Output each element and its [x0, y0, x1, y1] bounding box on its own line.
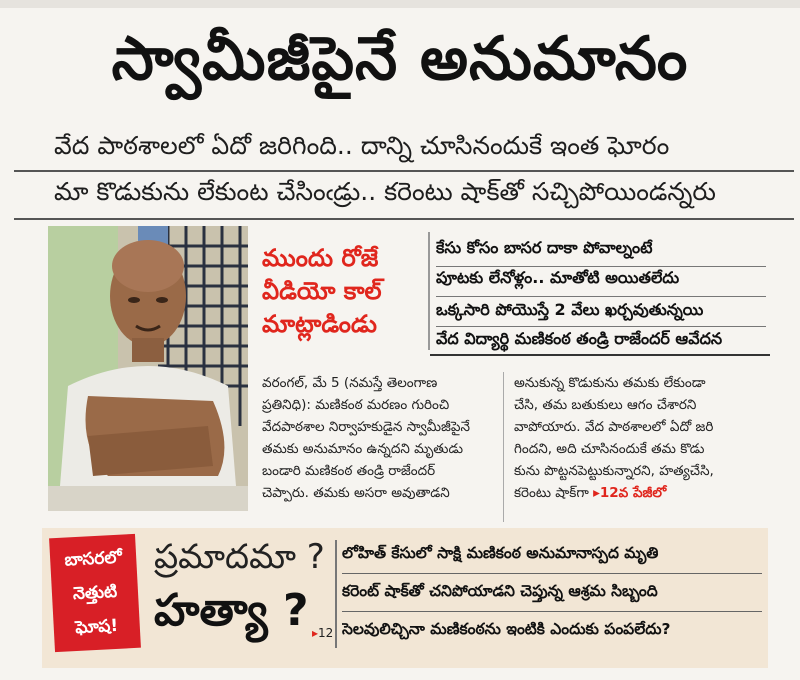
kicker-3: ఒక్కసారి పోయొస్తే 2 వేలు ఖర్చవుతున్నయి [436, 299, 704, 319]
callout-line-1: ముందు రోజే [262, 243, 379, 272]
subhead-2: మా కొడుకును లేకుంట చేసింఁడ్రు.. కరెంటు షాక్‌తో సచ్చిపోయిండన్నరు [54, 177, 716, 206]
callout-line-2: వీడియో కాల్ [262, 276, 382, 305]
related-sep-1 [342, 573, 762, 574]
kicker-1: కేసు కోసం బాసర దాకా పోవాల్నంటే [436, 237, 653, 257]
jump-arrow-icon: ▸ [593, 485, 600, 501]
body-line: వాపోయారు. వేద పాఠశాలలో ఏదో జరి [514, 419, 714, 435]
body-line: వేదపాఠశాల నిర్వాహకుడైన స్వామీజీపైనే [262, 419, 470, 435]
body-line: కరెంటు షాక్‌గా [514, 485, 589, 501]
question-murder: హత్యా ? [154, 585, 309, 636]
body-line: వరంగల్, మే 5 (నమస్తే తెలంగాణ [262, 375, 438, 391]
portrait-photo [48, 226, 248, 511]
subhead-divider-1 [14, 170, 794, 172]
callout-divider [428, 232, 430, 350]
body-line-with-jump [514, 482, 766, 504]
question-accident: ప్రమాదమా ? [154, 537, 325, 577]
body-column-2 [514, 372, 766, 504]
kicker-2: పూటకు లేనోళ్లం.. మాతోటి అయితలేదు [436, 267, 680, 287]
page-reference[interactable] [312, 626, 342, 646]
related-line-2: కరెంట్ షాక్‌తో చనిపోయాడని చెప్తున్న ఆశ్రమ సిబ్బంది [342, 582, 658, 600]
related-line-1: లోహిత్ కేసులో సాక్షి మణికంఠ అనుమానాస్పద మృతి [342, 544, 659, 562]
continued-page-link[interactable]: 12వ పేజీలో [599, 485, 667, 501]
bottom-divider [335, 540, 337, 648]
body-column-1 [262, 372, 494, 504]
body-line: కును పొట్టనపెట్టుకున్నారని, హత్యచేసి, [514, 463, 714, 479]
body-line: ప్రతినిధి): మణికంఠ మరణం గురించి [262, 397, 450, 413]
subhead-1: వేద పాఠశాలలో ఏదో జరిగింది.. దాన్ని చూసినందుకే ఇంత ఘోరం [54, 131, 670, 160]
callout-line-3: మాట్లాడిండు [262, 309, 377, 338]
red-tag-box [49, 534, 141, 652]
red-tag-line-1: బాసరలో [64, 547, 123, 571]
top-rule [0, 0, 800, 8]
callout-quote [262, 236, 422, 346]
portrait-image [48, 226, 248, 511]
body-line: చేసి, తమ బతుకులు ఆగం చేశారని [514, 397, 697, 413]
column-separator [503, 372, 504, 522]
related-line-3: సెలవులిచ్చినా మణికంఠను ఇంటికి ఎందుకు పంపలేదు? [342, 620, 671, 638]
related-sep-2 [342, 611, 762, 612]
page-number: 12 [318, 626, 334, 640]
body-line: చెప్పారు. తమకు అసరా అవుతాడని [262, 485, 450, 501]
kicker-bottom-rule [430, 354, 770, 356]
subhead-divider-2 [14, 218, 794, 220]
body-line: గిందని, అది చూసినందుకే తమ కొడు [514, 441, 705, 457]
body-line: తమకు అనుమానం ఉన్నదని మృతుడు [262, 441, 464, 457]
page-arrow-icon: ▸ [312, 626, 319, 640]
kicker-4: వేద విద్యార్థి మణికంఠ తండ్రి రాజేందర్ ఆవేదన [436, 328, 723, 348]
body-line: బండారి మణికంఠ తండ్రి రాజేందర్ [262, 463, 436, 479]
red-tag-line-2: నెత్తుటి [72, 581, 118, 605]
body-line: అనుకున్న కొడుకును తమకు లేకుండా [514, 375, 706, 391]
red-tag-line-3: ఘోష! [74, 615, 119, 639]
headline: స్వామీజీపైనే అనుమానం [111, 24, 689, 94]
